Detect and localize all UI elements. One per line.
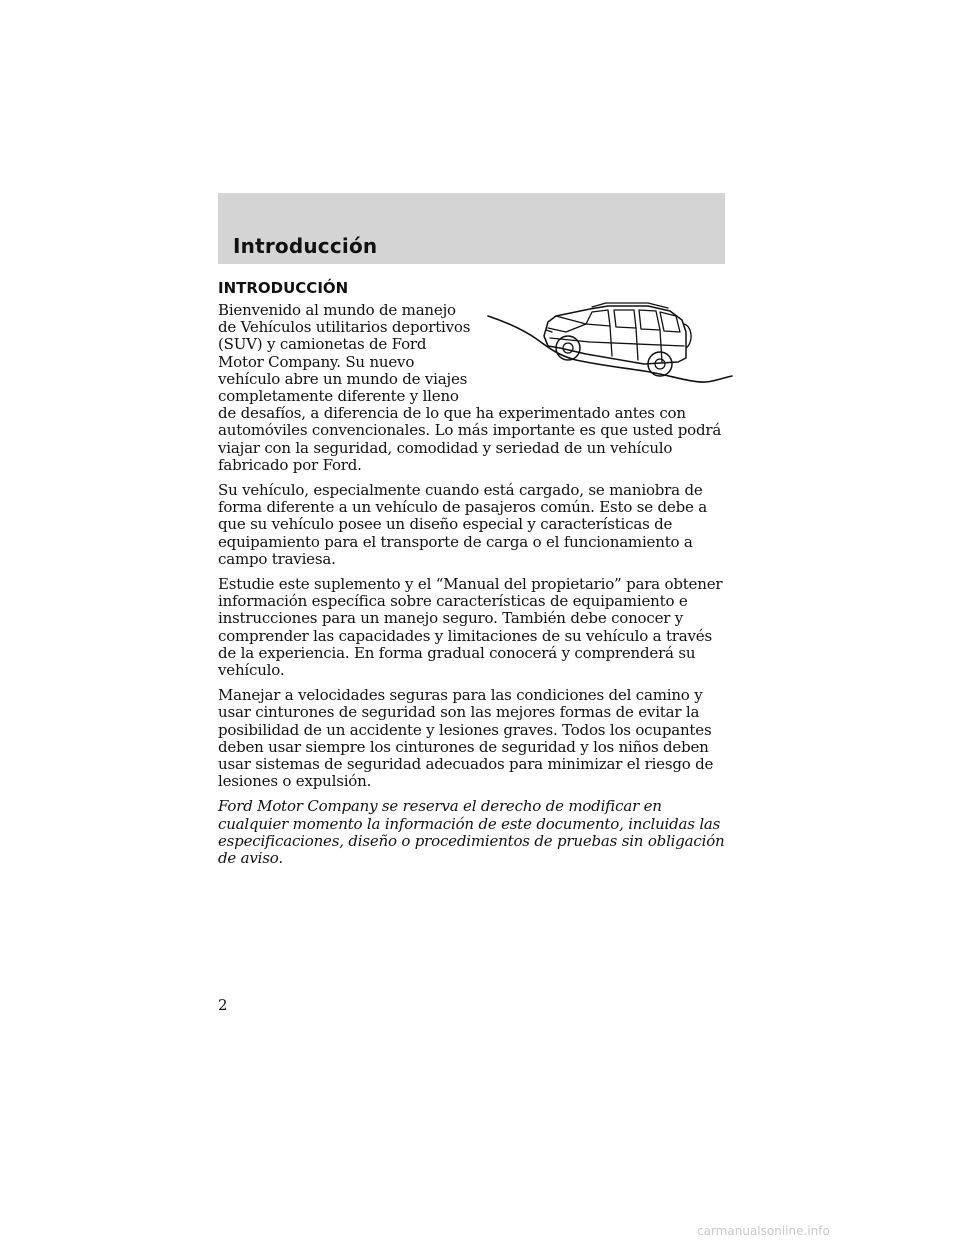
disclaimer-paragraph: Ford Motor Company se reserva el derecho de modificar en cualquier momento la información de este documento, incluidas las especificaciones, diseño o procedimientos de pruebas sin obligación de aviso. bbox=[218, 797, 725, 868]
paragraph-1: Bienvenido al mundo de manejo de Vehículos utilitarios deportivos (SUV) y camionetas de Ford Motor Company. Su nuevo vehículo abre un mundo de viajes completamente diferente y lleno de desafíos, a diferencia de lo que ha experimentado antes con automóviles convencionales. Lo más importante es que usted podrá viajar con la seguridad, comodidad y seriedad de un vehículo fabricado por Ford. bbox=[218, 301, 722, 474]
section-heading: INTRODUCCIÓN bbox=[218, 279, 349, 297]
paragraph-2: Su vehículo, especialmente cuando está cargado, se maniobra de forma diferente a un vehículo de pasajeros común. Esto se debe a que su vehículo posee un diseño especial y características de equipamiento para el transporte de carga o el funcionamiento a campo traviesa. bbox=[218, 481, 707, 568]
page-number: 2 bbox=[218, 996, 228, 1014]
paragraph-3: Estudie este suplemento y el “Manual del propietario” para obtener información específica sobre características de equipamiento e instrucciones para un manejo seguro. También debe conocer y comprender las capacidades y limitaciones de su vehículo a través de la experiencia. En forma gradual conocerá y comprenderá su vehículo. bbox=[218, 575, 723, 680]
suv-offroad-illustration-icon bbox=[480, 302, 738, 394]
watermark: carmanualsonline.info bbox=[697, 1224, 830, 1238]
section-header-band bbox=[218, 193, 725, 264]
paragraph-4: Manejar a velocidades seguras para las condiciones del camino y usar cinturones de seguridad son las mejores formas de evitar la posibilidad de un accidente y lesiones graves. Todos los ocupantes deben usar siempre los cinturones de seguridad y los niños deben usar sistemas de seguridad adecuados para minimizar el riesgo de lesiones o expulsión. bbox=[218, 686, 714, 791]
section-header-title: Introducción bbox=[233, 234, 378, 258]
body-content bbox=[218, 302, 728, 875]
